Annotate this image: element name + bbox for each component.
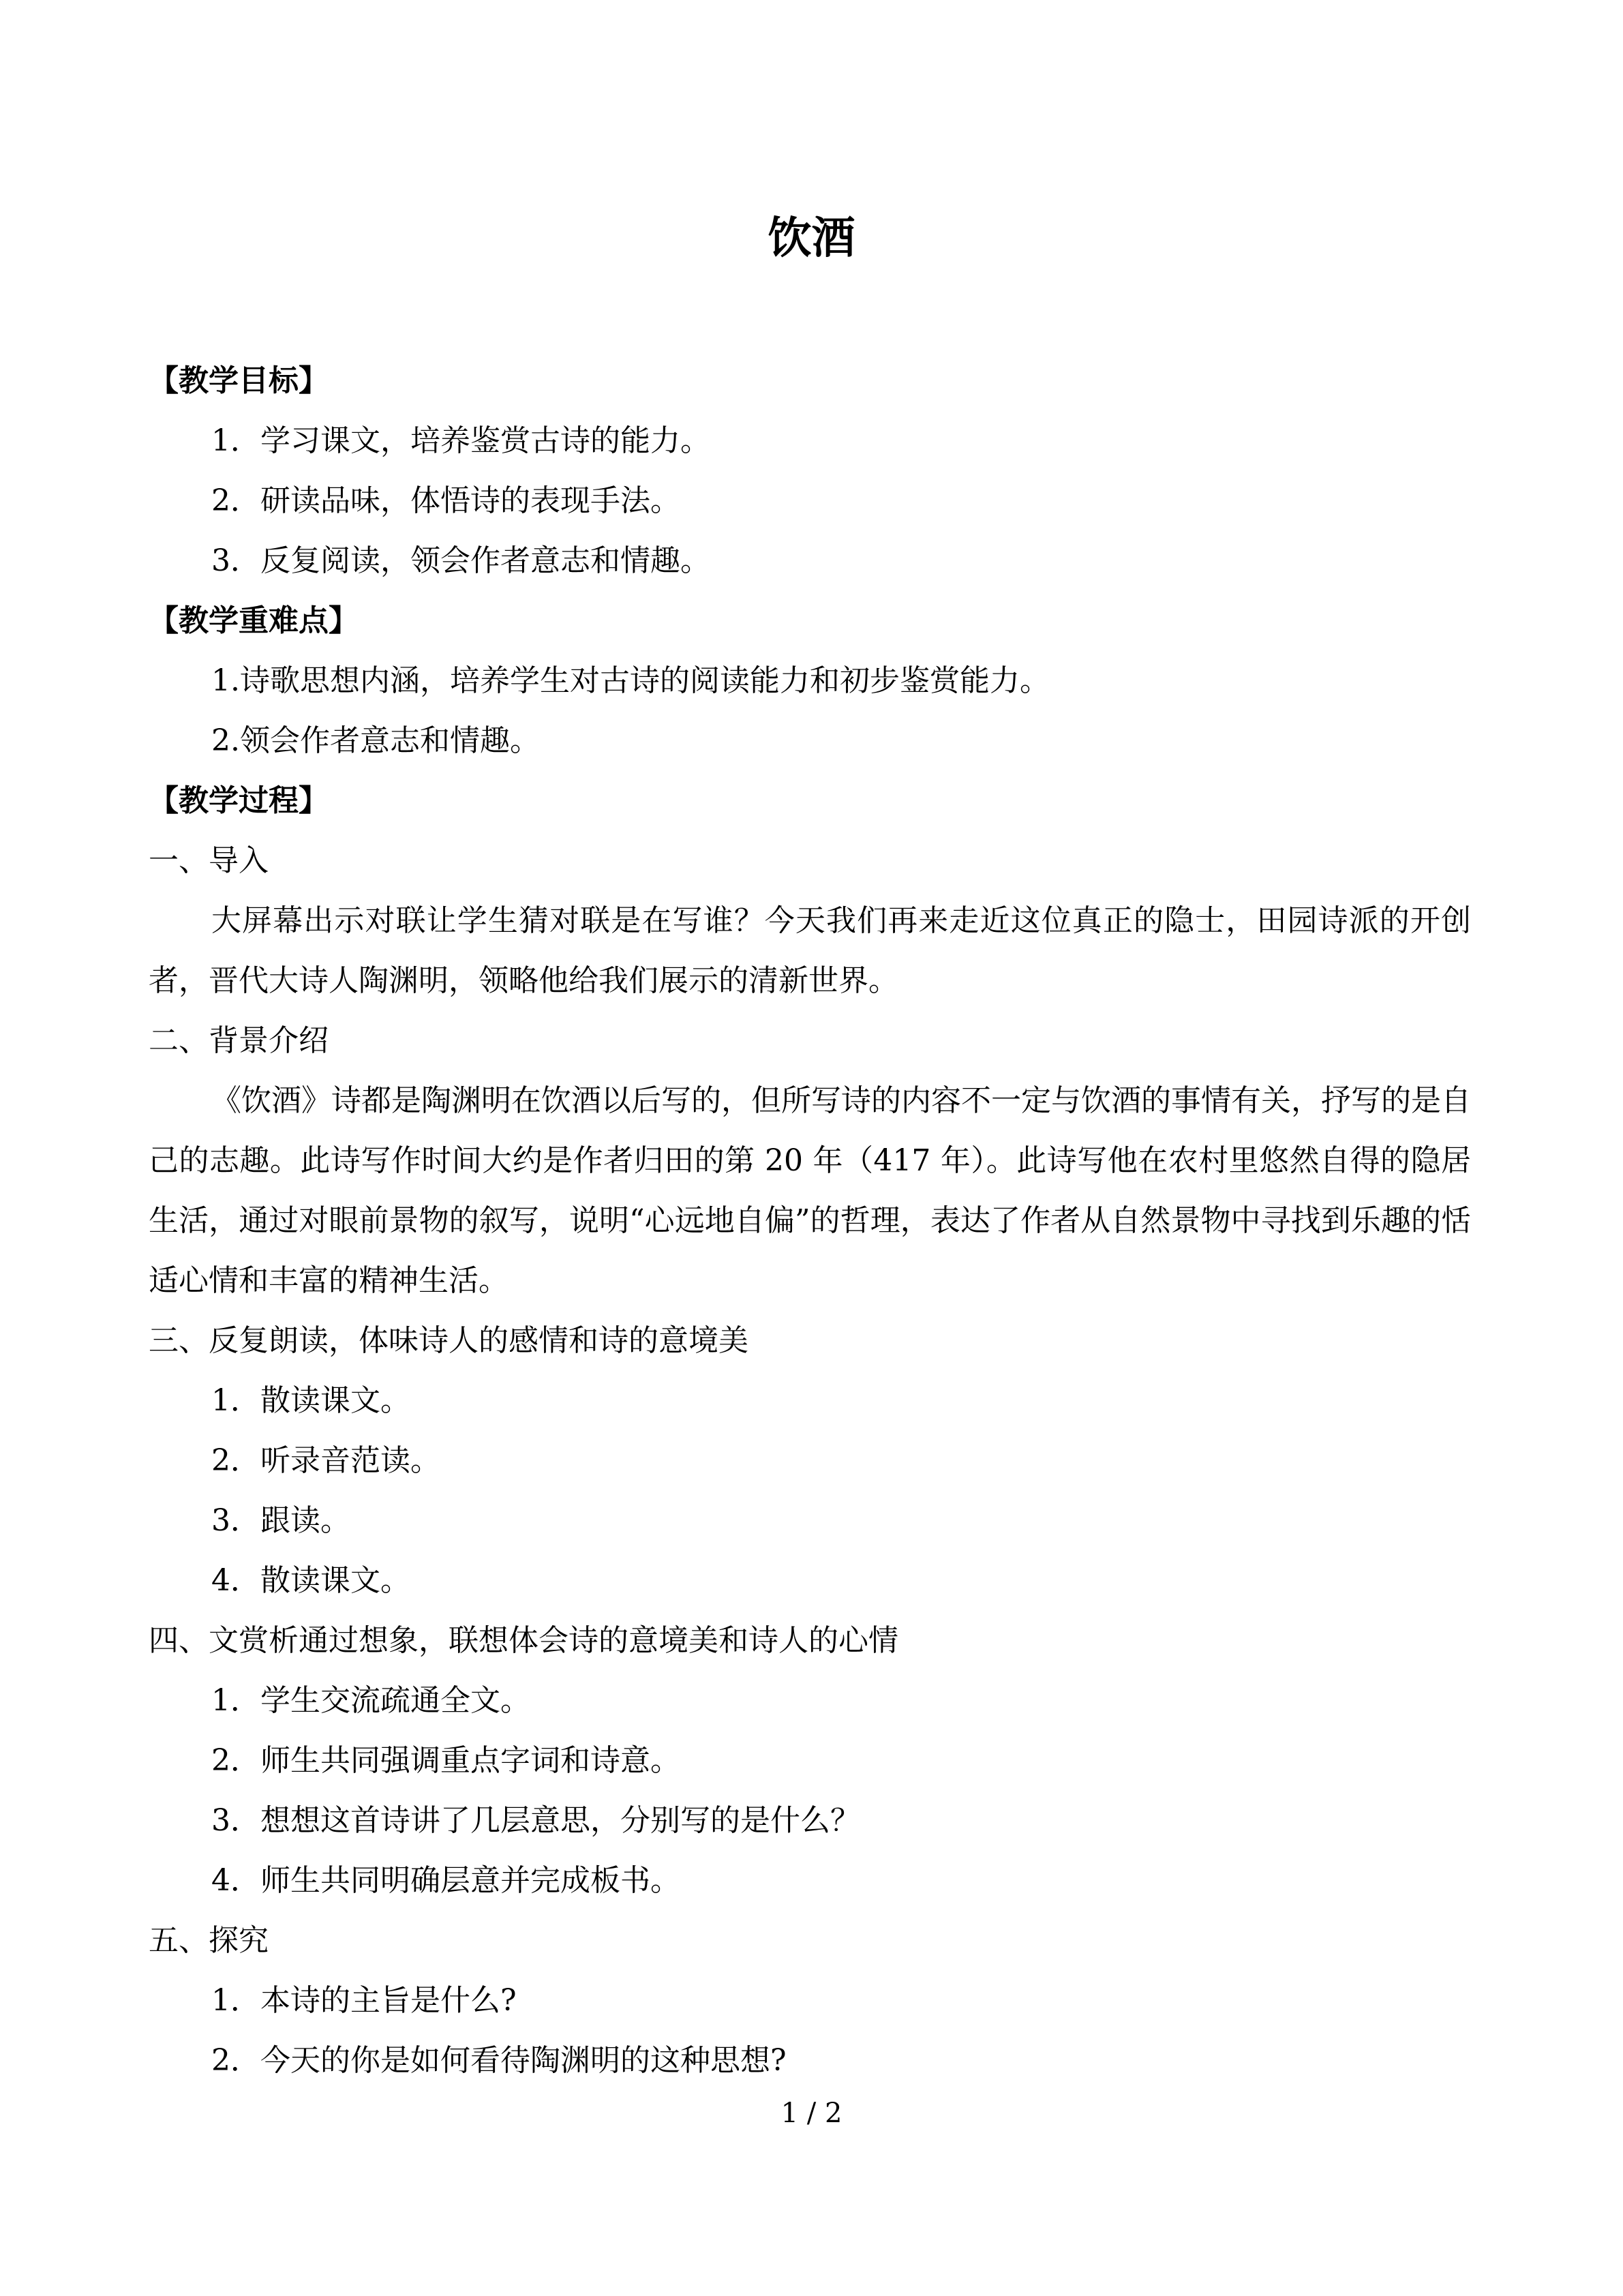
goal-item: 1．学习课文，培养鉴赏古诗的能力。 [211, 423, 710, 458]
reading-item: 2．听录音范读。 [211, 1443, 440, 1478]
analysis-item: 4．师生共同明确层意并完成板书。 [211, 1863, 680, 1898]
section-heading-process: 【教学过程】 [149, 783, 329, 818]
analysis-item: 3．想想这首诗讲了几层意思，分别写的是什么？ [211, 1803, 860, 1838]
section-heading-goals: 【教学目标】 [149, 363, 329, 398]
reading-item: 4．散读课文。 [211, 1563, 410, 1598]
reading-item: 3．跟读。 [211, 1503, 350, 1538]
document-body [149, 351, 1471, 2091]
inquiry-item: 2．今天的你是如何看待陶渊明的这种思想? [211, 2043, 787, 2078]
inquiry-item: 1．本诗的主旨是什么? [211, 1983, 517, 2018]
analysis-item: 1．学生交流疏通全文。 [211, 1683, 530, 1718]
reading-item: 1．散读课文。 [211, 1383, 410, 1418]
page-title: 饮酒 [768, 213, 855, 264]
section-heading-key-points: 【教学重难点】 [149, 603, 359, 638]
part-heading-reading: 三、反复朗读，体味诗人的感情和诗的意境美 [149, 1323, 748, 1358]
part-heading-intro: 一、导入 [149, 843, 269, 878]
goal-item: 3．反复阅读，领会作者意志和情趣。 [211, 543, 710, 578]
part-heading-background: 二、背景介绍 [149, 1023, 329, 1058]
key-point-item: 2.领会作者意志和情趣。 [211, 723, 540, 758]
intro-paragraph: 大屏幕出示对联让学生猜对联是在写谁？今天我们再来走近这位真正的隐士，田园诗派的开创者，晋代大诗人陶渊明，领略他给我们展示的清新世界。 [149, 903, 1471, 998]
background-paragraph: 《饮酒》诗都是陶渊明在饮酒以后写的，但所写诗的内容不一定与饮酒的事情有关，抒写的是自己的志趣。此诗写作时间大约是作者归田的第 20 年（417 年）。此诗写他在农村里悠然自得的隐居生活，通过对眼前景物的叙写，说明“心远地自偏”的哲理，表达了作者从自然景物中寻找到乐趣的恬适心情和丰富的精神生活。 [149, 1083, 1471, 1298]
goal-item: 2．研读品味，体悟诗的表现手法。 [211, 483, 680, 518]
key-point-item: 1.诗歌思想内涵，培养学生对古诗的阅读能力和初步鉴赏能力。 [211, 663, 1050, 698]
analysis-item: 2．师生共同强调重点字词和诗意。 [211, 1743, 680, 1778]
part-heading-inquiry: 五、探究 [149, 1923, 269, 1958]
page-number: 1 / 2 [780, 2098, 843, 2129]
part-heading-analysis: 四、文赏析通过想象，联想体会诗的意境美和诗人的心情 [149, 1623, 898, 1658]
